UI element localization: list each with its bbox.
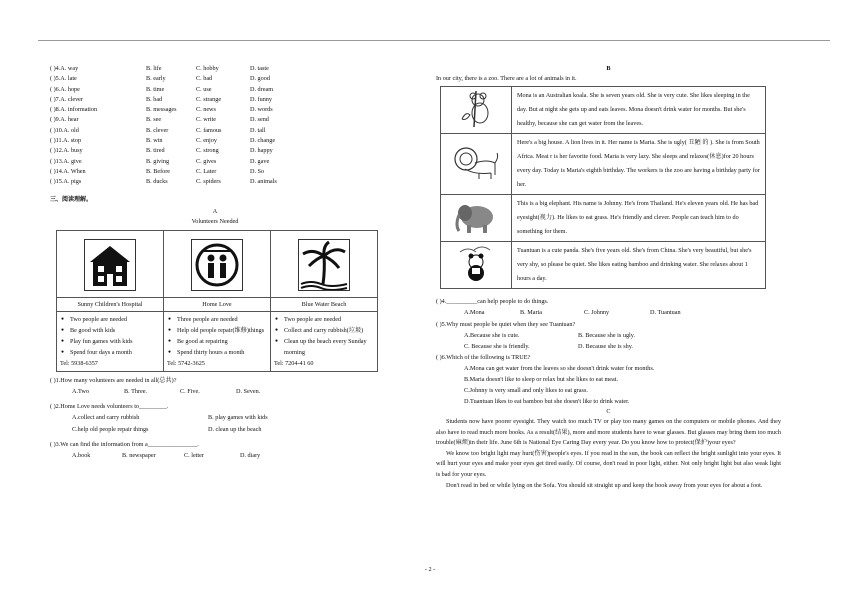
option: B. newspaper bbox=[122, 451, 156, 459]
home-love-tel: Tel: 5742-3625 bbox=[167, 359, 205, 367]
place-beach: Blue Water Beach bbox=[271, 297, 378, 311]
beach-tel: Tel: 7204-41 60 bbox=[274, 359, 314, 367]
option: B. play games with kids bbox=[208, 413, 268, 421]
option: D. Tuantuan bbox=[650, 309, 681, 316]
option: B.Maria doesn't like to sleep or relax but she likes to eat meat. bbox=[464, 376, 619, 383]
list-item: ● Spend thirty hours a month bbox=[177, 347, 267, 358]
option-c: C. news bbox=[196, 106, 216, 114]
lion-icon bbox=[451, 143, 501, 183]
question-3: ( )3.We can find the information from a________________. bbox=[50, 440, 199, 448]
elephant-image-cell bbox=[441, 195, 512, 242]
option-b: B. tired bbox=[146, 147, 165, 155]
option-q: ( )8.A. information bbox=[50, 106, 98, 114]
question-3-options bbox=[50, 450, 380, 462]
option-b: B. see bbox=[146, 116, 162, 124]
option: C. letter bbox=[184, 451, 204, 459]
option: C. Because she is friendly. bbox=[464, 343, 530, 350]
cloze-option-row bbox=[50, 167, 380, 177]
option: A.Mona bbox=[464, 309, 485, 316]
option-d: D. words bbox=[250, 106, 273, 114]
option-c: C. strange bbox=[196, 95, 222, 103]
koala-icon bbox=[454, 89, 498, 129]
animal-table bbox=[440, 86, 766, 289]
option-q: ( )4.A. way bbox=[50, 65, 79, 72]
option-c: C. spiders bbox=[196, 178, 221, 186]
option-b: B. early bbox=[146, 75, 166, 83]
option-b: B. win bbox=[146, 137, 163, 145]
panda-text: Tuantuan is a cute panda. She's five years old. She's from China. She's very beautiful, but she's very shy, so please be quiet. She likes eating bamboo and drinking water. She relaxes about 1 hours a day. bbox=[512, 242, 766, 289]
volunteer-table bbox=[56, 230, 378, 372]
option: C. Johnny bbox=[584, 309, 610, 316]
hospital-icon bbox=[84, 239, 136, 291]
option-c: C. gives bbox=[196, 157, 217, 165]
home-love-image-cell bbox=[164, 230, 271, 297]
option-q: ( )11.A. stop bbox=[50, 137, 82, 145]
hospital-tel: Tel: 5938-6357 bbox=[60, 359, 98, 367]
cloze-option-row bbox=[50, 126, 380, 136]
home-love-details bbox=[164, 311, 271, 371]
question-2: ( )2.Home Love needs volunteers to_________. bbox=[50, 402, 169, 410]
cloze-options bbox=[50, 64, 380, 188]
option: D. Because she is shy. bbox=[578, 343, 633, 350]
cloze-option-row bbox=[50, 95, 380, 105]
option-c: C. enjoy bbox=[196, 137, 217, 145]
hospital-details bbox=[57, 311, 164, 371]
option: C. Five. bbox=[180, 387, 200, 395]
option-d: D. dream bbox=[250, 85, 274, 93]
passage-c-paragraph: Don't read in bed or while lying on the Sofa. You should sit straight up and keep the book away from your eyes for about a foot. bbox=[446, 481, 763, 489]
option-d: D. funny bbox=[250, 95, 272, 103]
option-d: D. change bbox=[250, 137, 276, 145]
option-b: B. messages bbox=[146, 106, 177, 114]
option-c: C. hobby bbox=[196, 65, 219, 72]
option-b: B. bad bbox=[146, 95, 163, 103]
home-love-icon bbox=[191, 239, 243, 291]
question-5-options bbox=[436, 330, 781, 341]
option-d: D. taste bbox=[250, 65, 269, 72]
question-5: ( )5.Why must people be quiet when they see Tuantuan? bbox=[436, 321, 576, 328]
cloze-option-row bbox=[50, 74, 380, 84]
koala-image-cell bbox=[441, 87, 512, 134]
cloze-option-row bbox=[50, 177, 380, 187]
option-d: D. send bbox=[250, 116, 269, 124]
option-q: ( )5.A. late bbox=[50, 75, 77, 83]
cloze-option-row bbox=[50, 115, 380, 125]
option-c: C. use bbox=[196, 85, 212, 93]
option-q: ( )14.A. When bbox=[50, 167, 86, 175]
option-q: ( )15.A. pigs bbox=[50, 178, 82, 186]
question-2-options-row2 bbox=[50, 424, 380, 436]
option: B. Maria bbox=[520, 309, 542, 316]
cloze-option-row bbox=[50, 157, 380, 167]
option: A.book bbox=[72, 451, 91, 459]
question-6-options bbox=[436, 363, 781, 407]
list-item: ● Two people are needed bbox=[70, 314, 160, 325]
elephant-icon bbox=[451, 197, 501, 237]
option-b: B. clever bbox=[146, 126, 169, 134]
list-item: ● Three people are needed bbox=[177, 314, 267, 325]
option-d: D. good bbox=[250, 75, 270, 83]
cloze-option-row bbox=[50, 146, 380, 156]
passage-b-intro: In our city, there is a zoo. There are a lot of animals in it. bbox=[436, 75, 577, 82]
question-1: ( )1.How many volunteers are needed in all(总共)? bbox=[50, 376, 177, 384]
palm-tree-icon bbox=[298, 239, 350, 291]
passage-c-paragraph: Students now have poorer eyesight. They watch too much TV or play too many games on the computers or mobile phones. And they also have to read much more books. As a result(结果), more and more students have to wear glasses. But glasses may bring them too much trouble(麻烦)in their life. June 6th is National Eye Caring Day every year. Do you know how to protect(保护)your eyes? bbox=[436, 418, 781, 447]
option-c: C. famous bbox=[196, 126, 222, 134]
option-c: C. write bbox=[196, 116, 216, 124]
question-4-options bbox=[436, 307, 781, 319]
header-rule bbox=[38, 40, 830, 41]
option-d: D. happy bbox=[250, 147, 273, 155]
option-q: ( )6.A. hope bbox=[50, 85, 80, 93]
option: D.Tuantuan likes to eat bamboo but she doesn't like to drink water. bbox=[464, 398, 630, 405]
lion-text: Here's a big house. A lion lives in it. Her name is Maria. She is ugly( 丑陋 的 ). She is from South Africa. Meat r is her favorite food. Maria is very lazy. She sleeps and relaxes(休息)for 20 hours every day. Today is Maria's eighth birthday. The workers is the zoo are having a birthday party for her. bbox=[512, 134, 766, 195]
passage-a-letter: A bbox=[212, 207, 218, 215]
hospital-image-cell bbox=[57, 230, 164, 297]
question-4: ( )4.__________can help people to do things. bbox=[436, 298, 549, 305]
list-item: ● Clean up the beach every Sunday morning bbox=[284, 336, 374, 358]
option: B. Three. bbox=[124, 387, 148, 395]
option-c: C. Later bbox=[196, 167, 217, 175]
panda-icon bbox=[454, 244, 498, 284]
cloze-option-row bbox=[50, 136, 380, 146]
passage-a-title: Volunteers Needed bbox=[191, 217, 239, 225]
option: A.Because she is cute. bbox=[464, 332, 520, 339]
option-b: B. life bbox=[146, 65, 162, 72]
lion-image-cell bbox=[441, 134, 512, 195]
left-column bbox=[50, 64, 380, 462]
list-item: ● Be good at repairing bbox=[177, 336, 267, 347]
option: D. diary bbox=[240, 451, 261, 459]
option-q: ( )7.A. clever bbox=[50, 95, 83, 103]
option-c: C. bad bbox=[196, 75, 213, 83]
elephant-text: This is a big elephant. His name is Johnny. He's from Thailand. He's eleven years old. He has bad eyesight(视力). He likes to eat grass. He's friendly and clever. People can teach him to do something for them. bbox=[512, 195, 766, 242]
option: A.Two bbox=[72, 387, 89, 395]
section-title: 三、阅读理解。 bbox=[50, 196, 93, 203]
beach-image-cell bbox=[271, 230, 378, 297]
cloze-option-row bbox=[50, 85, 380, 95]
option: D. Seven. bbox=[236, 387, 261, 395]
option-q: ( )12.A. busy bbox=[50, 147, 83, 155]
place-hospital: Sunny Children's Hospital bbox=[57, 297, 164, 311]
option-d: D. gave bbox=[250, 157, 270, 165]
option: C.help old people repair things bbox=[72, 425, 149, 433]
page-number: - 2 - bbox=[424, 566, 436, 573]
option-b: B. time bbox=[146, 85, 165, 93]
option: A.Mona can get water from the leaves so she doesn't drink water for months. bbox=[464, 365, 655, 372]
question-1-options bbox=[50, 386, 380, 398]
passage-c-paragraph: We know too bright light may hurt(伤害)people's eyes. If you read in the sun, the book can reflect the bright sunlight into your eyes. It will hurt your eyes and make your eyes get tired easily. Of course, don't read in poor light, either. Not only bright light but also weak light is bad for your eyes. bbox=[436, 449, 781, 478]
passage-c-letter: C bbox=[606, 408, 611, 415]
cloze-option-row bbox=[50, 105, 380, 115]
option-d: D. So bbox=[250, 167, 265, 175]
option-d: D. tall bbox=[250, 126, 266, 134]
place-home-love: Home Love bbox=[164, 297, 271, 311]
panda-image-cell bbox=[441, 242, 512, 289]
question-6: ( )6.Which of the following is TRUE? bbox=[436, 354, 531, 361]
list-item: ● Spend four days a month bbox=[70, 347, 160, 358]
list-item: ● Be good with kids bbox=[70, 325, 160, 336]
passage-b-letter: B bbox=[606, 65, 611, 72]
option-b: B. ducks bbox=[146, 178, 168, 186]
option: A.collect and carry rubbish bbox=[72, 413, 140, 421]
beach-details bbox=[271, 311, 378, 371]
option-q: ( )10.A. old bbox=[50, 126, 79, 134]
right-column bbox=[436, 64, 781, 491]
option: B. Because she is ugly. bbox=[578, 332, 635, 339]
question-2-options bbox=[50, 412, 380, 424]
option-b: B. Before bbox=[146, 167, 171, 175]
list-item: ● Collect and carry rubbish(垃圾) bbox=[284, 325, 374, 336]
option-d: D. animals bbox=[250, 178, 277, 186]
question-5-options-row2 bbox=[436, 341, 781, 352]
option-c: C. strong bbox=[196, 147, 219, 155]
list-item: ● Play fun games with kids bbox=[70, 336, 160, 347]
list-item: ● Two people are needed bbox=[284, 314, 374, 325]
koala-text: Mona is an Australian koala. She is seven years old. She is very cute. She likes sleeping in the day. But at night she gets up and eats leaves. Mona doesn't drink water for months. But she's healthy, because she can get water from the leaves. bbox=[512, 87, 766, 134]
option-q: ( )13.A. give bbox=[50, 157, 82, 165]
cloze-option-row bbox=[50, 64, 380, 74]
option: D. clean up the beach bbox=[208, 425, 262, 433]
option: C.Johnny is very small and only likes to eat grass. bbox=[464, 387, 588, 394]
list-item: ● Help old people repair(维修)things bbox=[177, 325, 267, 336]
option-q: ( )9.A. hear bbox=[50, 116, 79, 124]
option-b: B. giving bbox=[146, 157, 170, 165]
